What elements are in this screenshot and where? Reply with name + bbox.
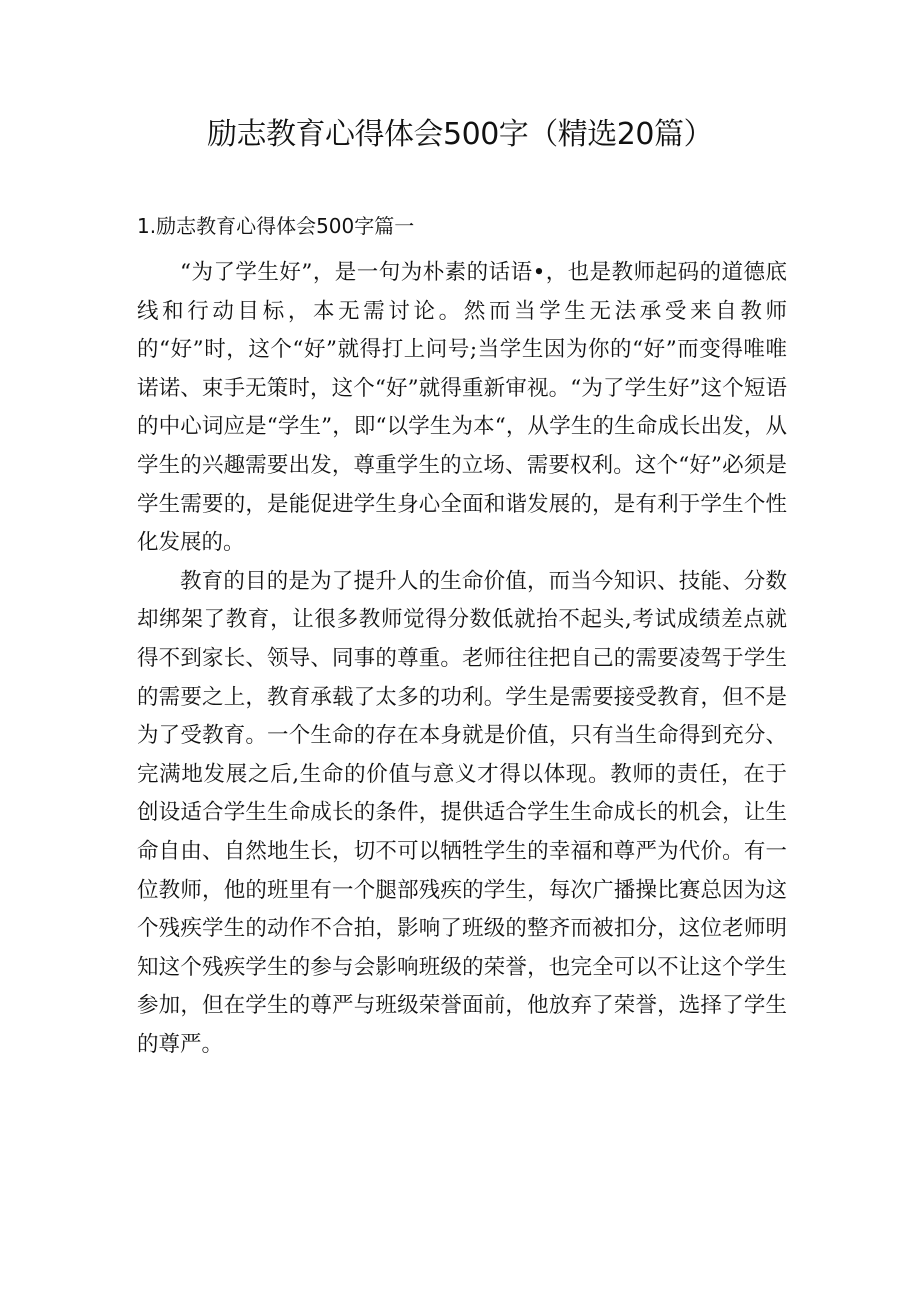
body-text xyxy=(137,254,787,1064)
paragraph-1: “为了学生好”，是一句为朴素的话语•，也是教师起码的道德底线和行动目标，本无需讨论。然而当学生无法承受来自教师的“好”时，这个“好”就得打上问号;当学生因为你的“好”而变得唯唯诺诺、束手无策时，这个“好”就得重新审视。“为了学生好”这个短语的中心词应是“学生”，即“以学生为本“，从学生的生命成长出发，从学生的兴趣需要出发，尊重学生的立场、需要权利。这个“好”必须是学生需要的，是能促进学生身心全面和谐发展的，是有利于学生个性化发展的。 xyxy=(137,260,787,556)
paragraph-2: 教育的目的是为了提升人的生命价值，而当今知识、技能、分数却绑架了教育，让很多教师觉得分数低就抬不起头,考试成绩差点就得不到家长、领导、同事的尊重。老师往往把自己的需要凌驾于学生的需要之上，教育承载了太多的功利。学生是需要接受教育，但不是为了受教育。一个生命的存在本身就是价值，只有当生命得到充分、完满地发展之后,生命的价值与意义才得以体现。教师的责任，在于创设适合学生生命成长的条件，提供适合学生生命成长的机会，让生命自由、自然地生长，切不可以牺牲学生的幸福和尊严为代价。有一位教师，他的班里有一个腿部残疾的学生，每次广播操比赛总因为这个残疾学生的动作不合拍，影响了班级的整齐而被扣分，这位老师明知这个残疾学生的参与会影响班级的荣誉，也完全可以不让这个学生参加，但在学生的尊严与班级荣誉面前，他放弃了荣誉，选择了学生的尊严。 xyxy=(137,568,787,1057)
document-title: 励志教育心得体会500字（精选20篇） xyxy=(207,117,713,152)
section-heading: 1.励志教育心得体会500字篇一 xyxy=(137,214,415,238)
